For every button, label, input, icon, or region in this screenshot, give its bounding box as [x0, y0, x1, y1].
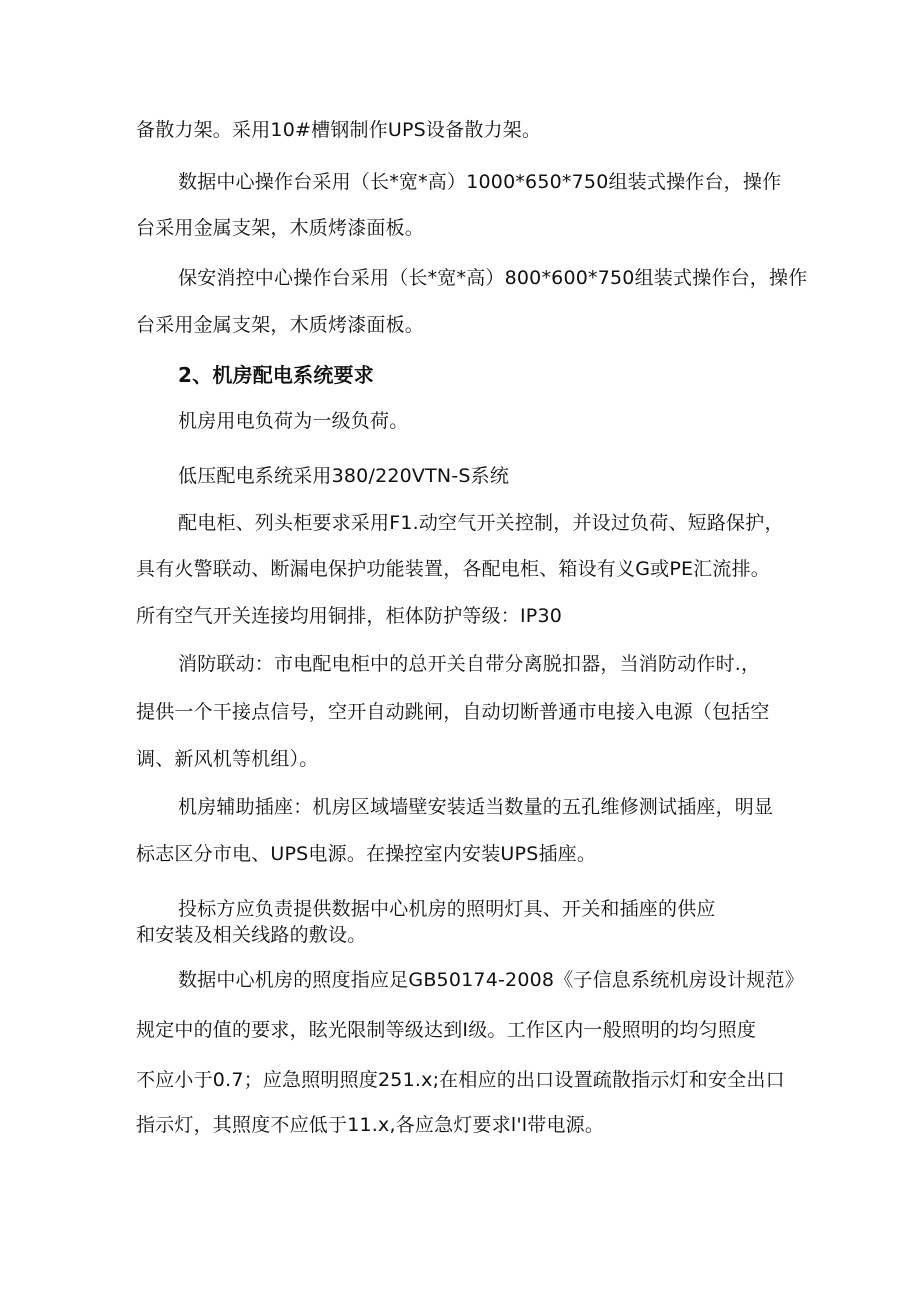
text-line-3: 台采用金属支架，木质烤漆面板。: [136, 217, 425, 239]
text-line-11: 所有空气开关连接均用铜排，柜体防护等级：IP30: [136, 605, 563, 627]
text-line-10: 具有火警联动、断漏电保护功能装置，各配电柜、箱设有义G或PE汇流排。: [136, 558, 770, 580]
text-line-16: 标志区分市电、UPS电源。在操控室内安装UPS插座。: [136, 843, 597, 865]
text-line-7: 机房用电负荷为一级负荷。: [178, 410, 409, 432]
text-line-1: 备散力架。采用10#槽钢制作UPS设备散力架。: [136, 119, 542, 141]
text-line-21: 不应小于0.7；应急照明照度251.x;在相应的出口设置疏散指示灯和安全出口: [136, 1069, 785, 1091]
text-line-19: 数据中心机房的照度指应足GB50174-2008《子信息系统机房设计规范》: [178, 969, 804, 991]
section-heading: 2、机房配电系统要求: [178, 363, 374, 387]
text-line-22: 指示灯，其照度不应低于11.x,各应急灯要求l'l带电源。: [136, 1114, 605, 1136]
text-line-13: 提供一个干接点信号，空开自动跳闸，自动切断普通市电接入电源（包括空: [136, 701, 770, 723]
text-line-20: 规定中的值的要求，眩光限制等级达到I级。工作区内一般照明的均匀照度: [136, 1019, 757, 1041]
text-line-2: 数据中心操作台采用（长*宽*高）1000*650*750组装式操作台，操作: [178, 171, 782, 193]
text-line-17: 投标方应负责提供数据中心机房的照明灯具、开关和插座的供应: [178, 898, 716, 920]
text-line-8: 低压配电系统采用380/220VTN-S系统: [178, 465, 510, 487]
text-line-18: 和安装及相关线路的敷设。: [136, 924, 367, 946]
text-line-12: 消防联动：市电配电柜中的总开关自带分离脱扣器，当消防动作时.，: [178, 653, 761, 675]
text-line-5: 台采用金属支架，木质烤漆面板。: [136, 314, 425, 336]
text-line-9: 配电柜、列头柜要求采用F1.动空气开关控制，并设过负荷、短路保护，: [178, 512, 784, 534]
text-line-14: 调、新风机等机组）。: [136, 748, 319, 770]
text-line-15: 机房辅助插座：机房区域墙壁安装适当数量的五孔维修测试插座，明显: [178, 796, 774, 818]
text-line-4: 保安消控中心操作台采用（长*宽*高）800*600*750组装式操作台，操作: [178, 267, 808, 289]
